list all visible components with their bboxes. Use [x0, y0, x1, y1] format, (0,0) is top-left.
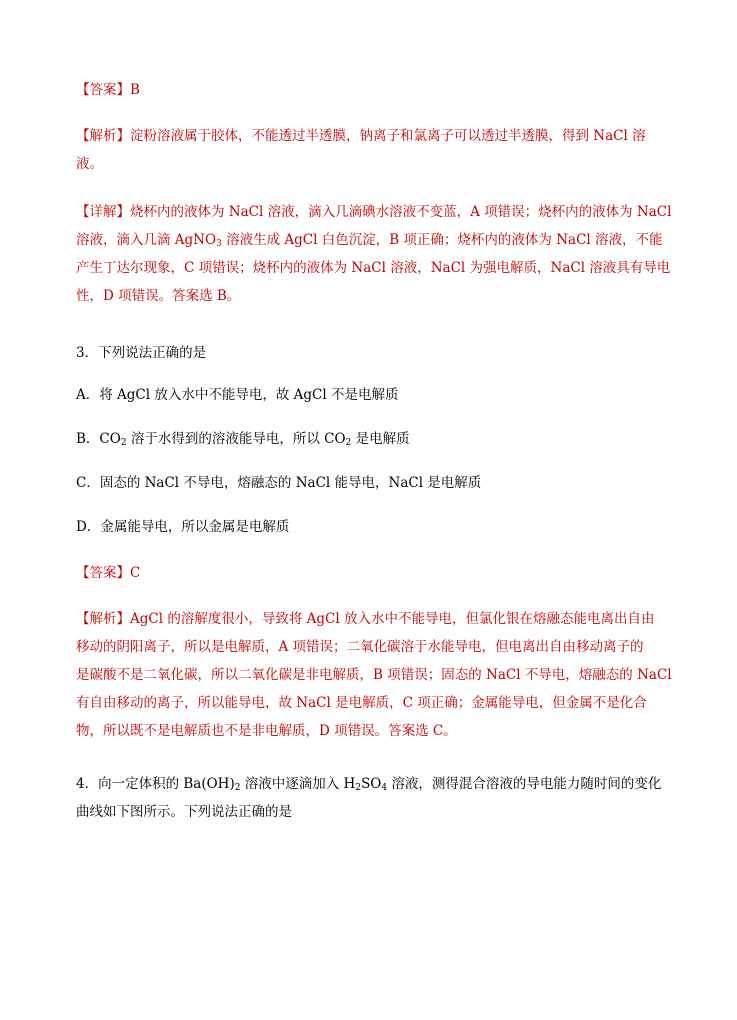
answer-label: 【答案】	[76, 565, 130, 581]
analysis-2-line-5: 物，所以既不是电解质也不是非电解质，D 项错误。答案选 C。	[76, 723, 457, 739]
answer-2	[76, 559, 666, 587]
question-3-option-b: B．$CO_2$ 溶于水得到的溶液能导电，所以 $CO_2$ 是电解质	[76, 431, 410, 448]
analysis-1	[76, 122, 666, 178]
question-4	[76, 770, 666, 826]
detail-1-line-4: 性，D 项错误。答案选 B。	[76, 288, 241, 304]
analysis-label: 【解析】	[76, 611, 130, 627]
analysis-1-line-2: 液。	[76, 156, 103, 172]
question-4-line-2: 曲线如下图所示。下列说法正确的是	[76, 804, 292, 820]
analysis-1-line-1: 淀粉溶液属于胶体，不能透过半透膜，钠离子和氯离子可以透过半透膜，得到 NaCl 溶	[130, 128, 646, 144]
question-3-stem: 3．下列说法正确的是	[76, 345, 207, 361]
analysis-2-line-2: 移动的阴阳离子，所以是电解质，A 项错误；二氧化碳溶于水能导电，但电离出自由移动离子的	[76, 639, 644, 655]
detail-1-line-1: 烧杯内的液体为 NaCl 溶液，滴入几滴碘水溶液不变蓝，A 项错误；烧杯内的液体为 NaCl	[130, 204, 672, 220]
analysis-2-line-1: AgCl 的溶解度很小，导致将 AgCl 放入水中不能导电，但氯化银在熔融态能电离出自由	[130, 611, 655, 627]
question-3-option-a: A．将 AgCl 放入水中不能导电，故 AgCl 不是电解质	[76, 387, 399, 403]
detail-1	[76, 198, 672, 310]
answer-value: B	[130, 82, 140, 98]
detail-1-line-3: 产生丁达尔现象，C 项错误；烧杯内的液体为 NaCl 溶液，NaCl 为强电解质，NaCl 溶液具有导电	[76, 260, 671, 276]
answer-label: 【答案】	[76, 82, 130, 98]
analysis-2-line-4: 有自由移动的离子，所以能导电，故 NaCl 是电解质，C 项正确；金属能导电，但金属不是化合	[76, 695, 647, 711]
analysis-2	[76, 605, 672, 745]
answer-value: C	[130, 565, 141, 581]
question-3-option-c: C．固态的 NaCl 不导电，熔融态的 NaCl 能导电，NaCl 是电解质	[76, 475, 482, 491]
question-3-option-d: D．金属能导电，所以金属是电解质	[76, 519, 290, 535]
detail-label: 【详解】	[76, 204, 130, 220]
analysis-2-line-3: 是碳酸不是二氧化碳，所以二氧化碳是非电解质，B 项错误；固态的 NaCl 不导电，熔融态的 NaCl	[76, 667, 672, 683]
detail-1-line-2: 溶液，滴入几滴 AgNO$_3$ 溶液生成 AgCl 白色沉淀，B 项正确；烧杯内的液体为 NaCl 溶液，不能	[76, 232, 663, 249]
answer-1	[76, 76, 666, 104]
question-4-line-1: 4．向一定体积的 $Ba(OH)_2$ 溶液中逐滴加入 $H_2SO_4$ 溶液，测得混合溶液的导电能力随时间的变化	[76, 776, 662, 793]
analysis-label: 【解析】	[76, 128, 130, 144]
